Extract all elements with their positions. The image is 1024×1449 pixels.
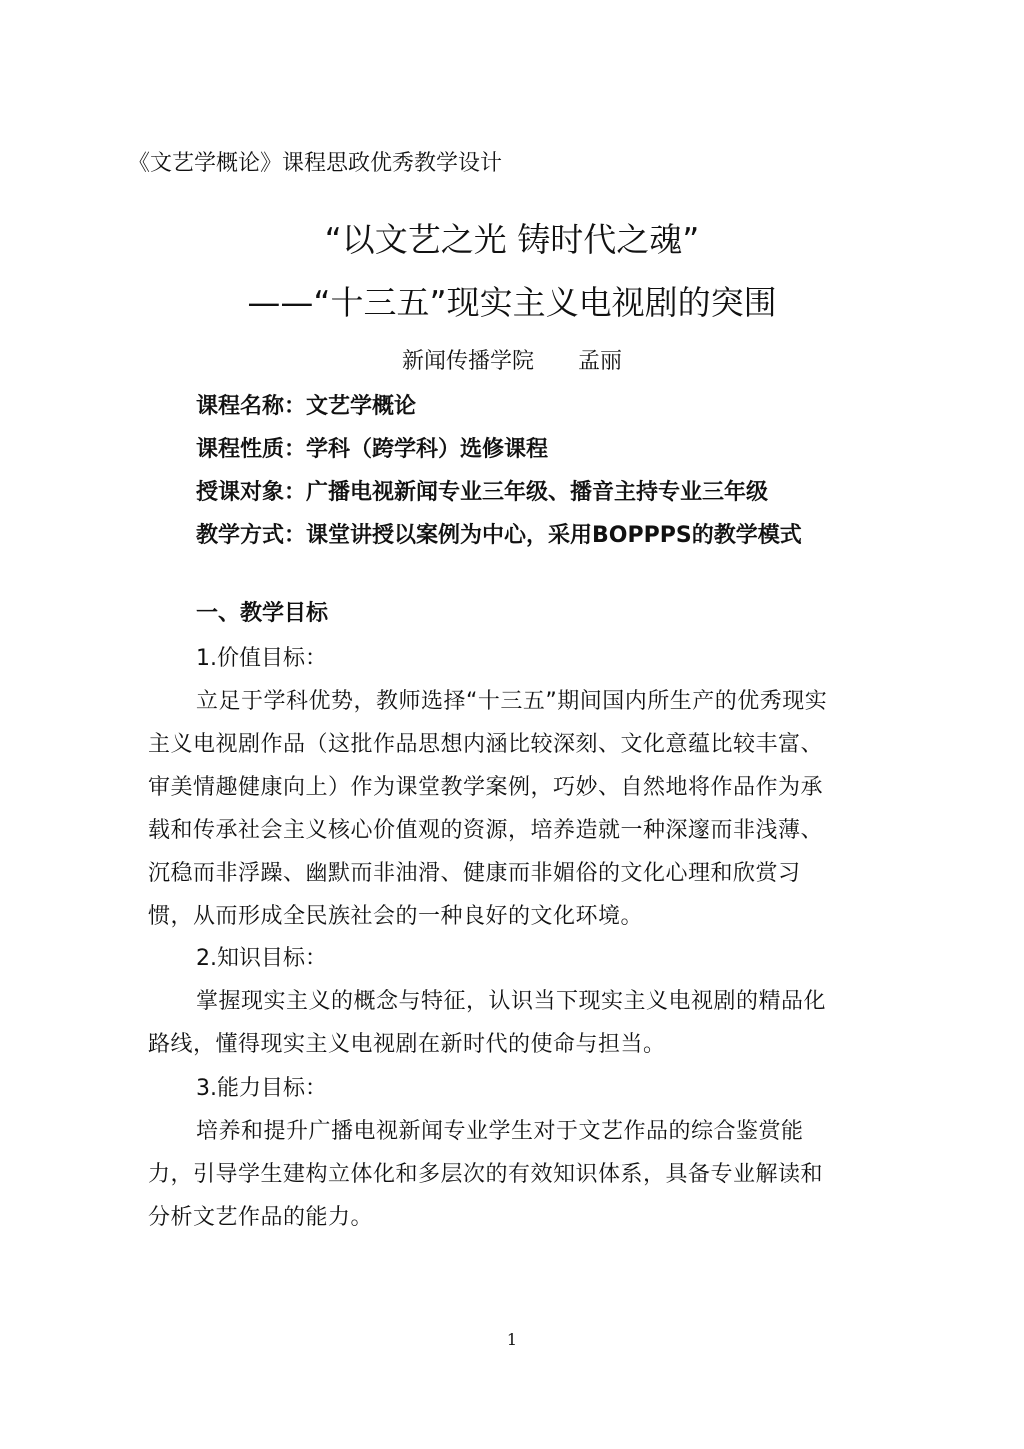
meta-course-type: 课程性质：学科（跨学科）选修课程 — [196, 437, 549, 462]
paragraph-line: 主义电视剧作品（这批作品思想内涵比较深刻、文化意蕴比较丰富、 — [148, 732, 824, 757]
paragraph-line: 掌握现实主义的概念与特征，认识当下现实主义电视剧的精品化 — [196, 989, 827, 1014]
meta-audience: 授课对象：广播电视新闻专业三年级、播音主持专业三年级 — [196, 480, 769, 505]
paragraph-line: 载和传承社会主义核心价值观的资源，培养造就一种深邃而非浅薄、 — [148, 818, 824, 843]
subheading-ability-goal: 3.能力目标： — [196, 1076, 327, 1101]
paragraph-line: 力，引导学生建构立体化和多层次的有效知识体系，具备专业解读和 — [148, 1162, 824, 1187]
document-header: 《文艺学概论》课程思政优秀教学设计 — [128, 151, 503, 176]
paragraph-line: 培养和提升广播电视新闻专业学生对于文艺作品的综合鉴赏能 — [196, 1119, 804, 1144]
page-number: 1 — [506, 1330, 518, 1349]
title-main: “以文艺之光 铸时代之魂” — [324, 220, 700, 259]
section-heading-objectives: 一、教学目标 — [196, 601, 329, 626]
meta-teaching-method: 教学方式：课堂讲授以案例为中心，采用BOPPPS的教学模式 — [196, 523, 802, 548]
paragraph-line: 分析文艺作品的能力。 — [148, 1205, 374, 1230]
author-name: 孟丽 — [578, 349, 623, 374]
paragraph-line: 立足于学科优势，教师选择“十三五”期间国内所生产的优秀现实 — [196, 689, 828, 714]
subheading-value-goal: 1.价值目标： — [196, 646, 327, 671]
title-subtitle: ——“十三五”现实主义电视剧的突围 — [247, 283, 777, 322]
author-line — [0, 346, 1024, 378]
meta-course-name: 课程名称：文艺学概论 — [196, 394, 417, 419]
author-department: 新闻传播学院 — [401, 349, 534, 374]
subheading-knowledge-goal: 2.知识目标： — [196, 946, 327, 971]
paragraph-line: 沉稳而非浮躁、幽默而非油滑、健康而非媚俗的文化心理和欣赏习 — [148, 861, 801, 886]
paragraph-line: 路线，懂得现实主义电视剧在新时代的使命与担当。 — [148, 1032, 666, 1057]
paragraph-line: 审美情趣健康向上）作为课堂教学案例，巧妙、自然地将作品作为承 — [148, 775, 824, 800]
paragraph-line: 惯，从而形成全民族社会的一种良好的文化环境。 — [148, 904, 644, 929]
